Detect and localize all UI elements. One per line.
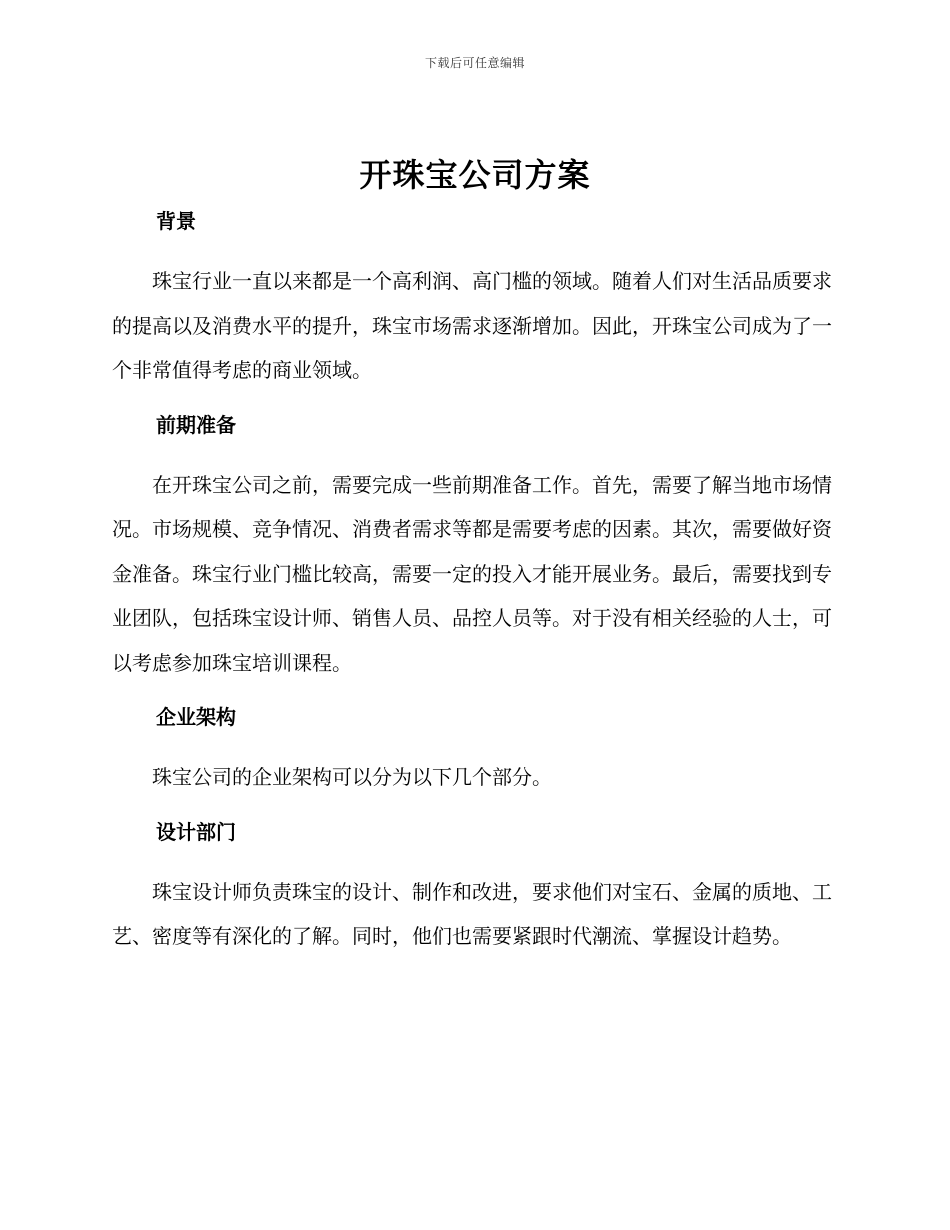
section-heading-preparation: 前期准备 <box>156 412 236 437</box>
section-paragraph-background: 珠宝行业一直以来都是一个高利润、高门槛的领域。随着人们对生活品质要求的提高以及消费水平的提升，珠宝市场需求逐渐增加。因此，开珠宝公司成为了一个非常值得考虑的商业领域。 <box>112 269 832 382</box>
section-paragraph-design-dept: 珠宝设计师负责珠宝的设计、制作和改进，要求他们对宝石、金属的质地、工艺、密度等有深化的了解。同时，他们也需要紧跟时代潮流、掌握设计趋势。 <box>112 879 832 948</box>
section-heading-background: 背景 <box>156 209 196 233</box>
section-heading-structure: 企业架构 <box>156 705 236 729</box>
section-heading-design-dept: 设计部门 <box>156 819 236 844</box>
document-title: 开珠宝公司方案 <box>359 156 591 194</box>
section-paragraph-preparation: 在开珠宝公司之前，需要完成一些前期准备工作。首先，需要了解当地市场情况。市场规模、竞争情况、消费者需求等都是需要考虑的因素。其次，需要做好资金准备。珠宝行业门槛比较高，需要一定的投入才能开展业务。最后，需要找到专业团队，包括珠宝设计师、销售人员、品控人员等。对于没有相关经验的人士，可以考虑参加珠宝培训课程。 <box>112 472 832 675</box>
header-note: 下载后可任意编辑 <box>424 56 525 70</box>
document-body <box>112 205 832 959</box>
section-paragraph-structure: 珠宝公司的企业架构可以分为以下几个部分。 <box>152 765 552 789</box>
